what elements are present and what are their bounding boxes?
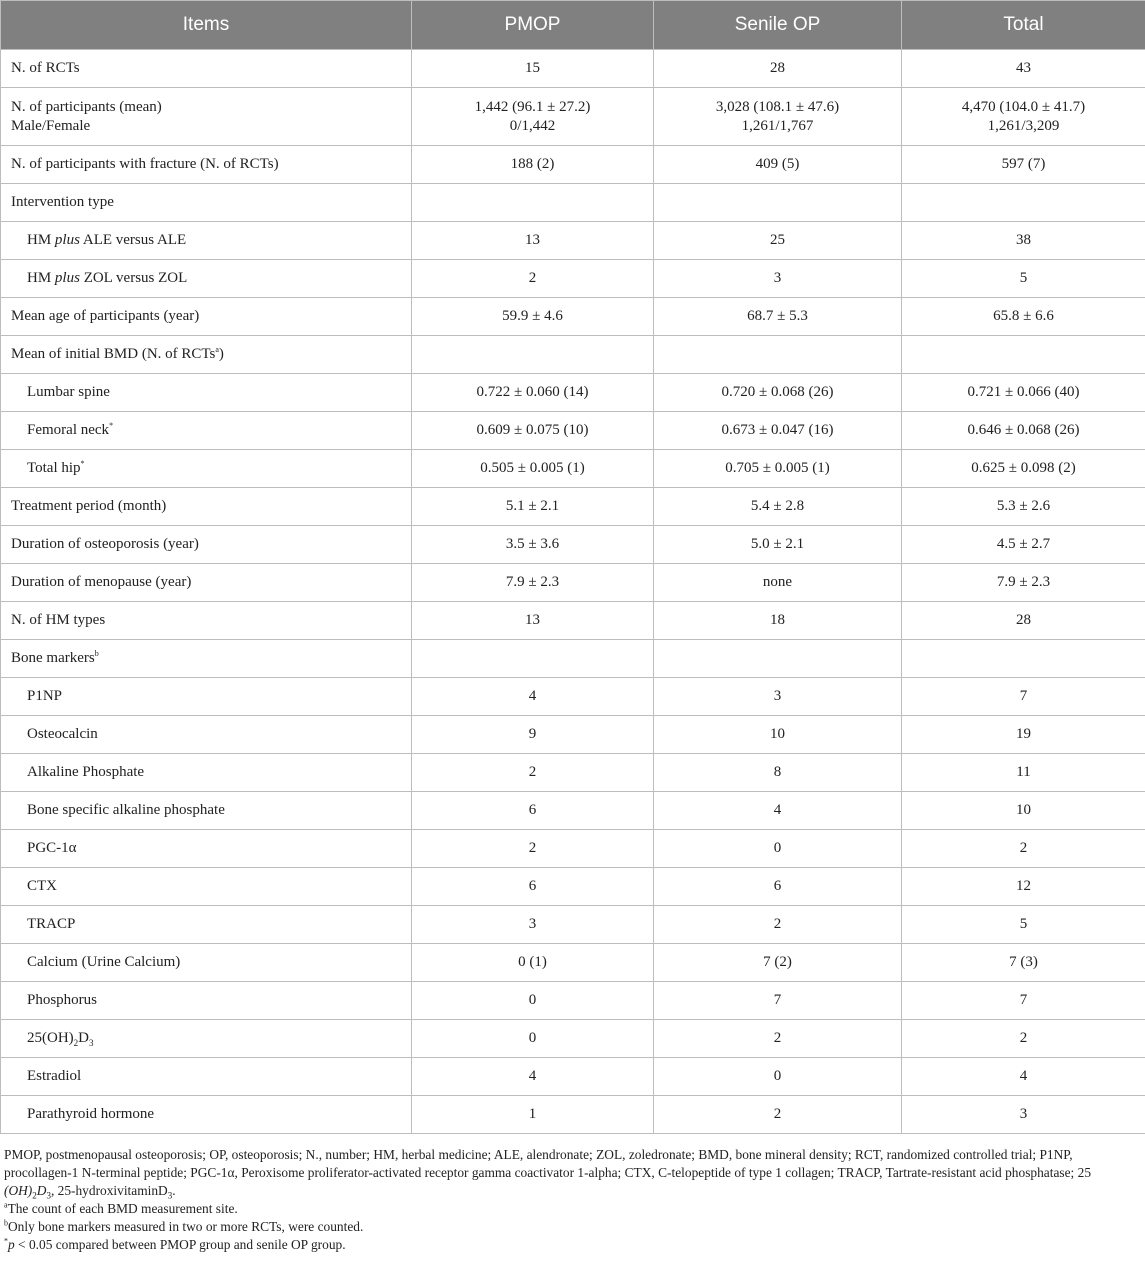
cell-senile: 10 xyxy=(654,716,902,754)
header-total: Total xyxy=(902,1,1145,50)
table-row xyxy=(1,184,1145,222)
table-row xyxy=(1,50,1145,88)
row-label: Estradiol xyxy=(1,1058,412,1096)
table-row xyxy=(1,412,1145,450)
cell-pmop: 7.9 ± 2.3 xyxy=(412,564,654,602)
table-row xyxy=(1,564,1145,602)
table-row xyxy=(1,298,1145,336)
label-line2: Male/Female xyxy=(11,117,91,134)
label-part: 25(OH) xyxy=(27,1030,74,1046)
cell-senile: 0.673 ± 0.047 (16) xyxy=(654,412,902,450)
cell-senile: 3 xyxy=(654,678,902,716)
row-label xyxy=(1,1020,412,1058)
cell-pmop xyxy=(412,640,654,678)
cell-total: 5 xyxy=(902,260,1145,298)
cell-senile: 5.0 ± 2.1 xyxy=(654,526,902,564)
cell-pmop: 3 xyxy=(412,906,654,944)
label-italic: plus xyxy=(54,232,80,248)
cell-pmop: 9 xyxy=(412,716,654,754)
label-part: ALE versus ALE xyxy=(79,232,187,248)
cell-total: 38 xyxy=(902,222,1145,260)
row-label: Duration of menopause (year) xyxy=(1,564,412,602)
cell-total xyxy=(902,640,1145,678)
cell-total: 5 xyxy=(902,906,1145,944)
cell-total: 19 xyxy=(902,716,1145,754)
cell-pmop xyxy=(412,88,654,146)
cell-pmop: 0 xyxy=(412,982,654,1020)
table-row xyxy=(1,1058,1145,1096)
row-label: Phosphorus xyxy=(1,982,412,1020)
label-part: ZOL versus ZOL xyxy=(79,270,188,286)
cell-total xyxy=(902,184,1145,222)
label-part: Bone markers xyxy=(11,650,95,666)
cell-senile: 7 (2) xyxy=(654,944,902,982)
cell-total: 12 xyxy=(902,868,1145,906)
cell-total: 4.5 ± 2.7 xyxy=(902,526,1145,564)
cell-pmop: 13 xyxy=(412,602,654,640)
cell-pmop: 0.609 ± 0.075 (10) xyxy=(412,412,654,450)
row-label: Parathyroid hormone xyxy=(1,1096,412,1134)
value-line1: 3,028 (108.1 ± 47.6) xyxy=(715,98,840,115)
cell-pmop: 2 xyxy=(412,260,654,298)
cell-total: 65.8 ± 6.6 xyxy=(902,298,1145,336)
table-row xyxy=(1,88,1145,146)
cell-total: 4 xyxy=(902,1058,1145,1096)
table-row xyxy=(1,944,1145,982)
header-items: Items xyxy=(1,1,412,50)
cell-senile: 0 xyxy=(654,830,902,868)
cell-pmop: 15 xyxy=(412,50,654,88)
cell-total: 11 xyxy=(902,754,1145,792)
cell-total: 0.646 ± 0.068 (26) xyxy=(902,412,1145,450)
cell-pmop xyxy=(412,184,654,222)
label-part: Total hip xyxy=(27,460,81,476)
cell-senile: 6 xyxy=(654,868,902,906)
cell-senile xyxy=(654,88,902,146)
cell-senile: 18 xyxy=(654,602,902,640)
table-row xyxy=(1,678,1145,716)
footnote-a: $^a$The count of each BMD measurement site. xyxy=(4,1200,238,1216)
value-line2: 0/1,442 xyxy=(509,117,556,134)
cell-senile: 0.705 ± 0.005 (1) xyxy=(654,450,902,488)
table-row xyxy=(1,488,1145,526)
table-header xyxy=(1,1,1145,50)
header-pmop: PMOP xyxy=(412,1,654,50)
cell-senile xyxy=(654,184,902,222)
cell-pmop: 59.9 ± 4.6 xyxy=(412,298,654,336)
cell-total: 10 xyxy=(902,792,1145,830)
header-senile-op: Senile OP xyxy=(654,1,902,50)
table-row xyxy=(1,868,1145,906)
cell-senile xyxy=(654,336,902,374)
cell-pmop: 4 xyxy=(412,678,654,716)
cell-pmop: 0 xyxy=(412,1020,654,1058)
cell-senile: 409 (5) xyxy=(654,146,902,184)
cell-senile: 2 xyxy=(654,1096,902,1134)
row-label xyxy=(1,336,412,374)
header-row xyxy=(1,1,1145,50)
cell-senile: 0 xyxy=(654,1058,902,1096)
table-row xyxy=(1,526,1145,564)
row-label xyxy=(1,260,412,298)
footnote-star: *p < 0.05 compared between PMOP group and senile OP group. xyxy=(4,1236,346,1252)
row-label: TRACP xyxy=(1,906,412,944)
cell-total: 7 xyxy=(902,678,1145,716)
label-line1: N. of participants (mean) xyxy=(11,98,162,115)
label-part: Mean of initial BMD (N. of RCTs xyxy=(11,346,216,362)
cell-senile: 25 xyxy=(654,222,902,260)
row-label: Bone specific alkaline phosphate xyxy=(1,792,412,830)
table-row xyxy=(1,374,1145,412)
row-label: N. of HM types xyxy=(1,602,412,640)
row-label: N. of participants with fracture (N. of RCTs) xyxy=(1,146,412,184)
table-row xyxy=(1,830,1145,868)
table-row xyxy=(1,602,1145,640)
cell-total xyxy=(902,336,1145,374)
cell-pmop: 1 xyxy=(412,1096,654,1134)
cell-total: 3 xyxy=(902,1096,1145,1134)
table-row xyxy=(1,716,1145,754)
cell-pmop: 3.5 ± 3.6 xyxy=(412,526,654,564)
label-part: ) xyxy=(218,346,224,362)
footnote-mark: * xyxy=(109,421,114,430)
footnote-mark: a xyxy=(215,345,219,354)
label-part: HM xyxy=(27,270,55,286)
row-label: N. of RCTs xyxy=(1,50,412,88)
row-label xyxy=(1,88,412,146)
label-italic: plus xyxy=(54,270,80,286)
table-body xyxy=(1,50,1145,1134)
cell-senile: 0.720 ± 0.068 (26) xyxy=(654,374,902,412)
label-part: HM xyxy=(27,232,55,248)
cell-pmop: 2 xyxy=(412,754,654,792)
table-row xyxy=(1,260,1145,298)
row-label xyxy=(1,222,412,260)
row-label: Intervention type xyxy=(1,184,412,222)
table-row xyxy=(1,1020,1145,1058)
table-row xyxy=(1,906,1145,944)
cell-total: 0.721 ± 0.066 (40) xyxy=(902,374,1145,412)
label-part: Femoral neck xyxy=(27,422,110,438)
row-label: Treatment period (month) xyxy=(1,488,412,526)
cell-total: 28 xyxy=(902,602,1145,640)
label-part: D xyxy=(78,1030,89,1046)
cell-pmop: 6 xyxy=(412,792,654,830)
cell-pmop: 13 xyxy=(412,222,654,260)
cell-pmop: 5.1 ± 2.1 xyxy=(412,488,654,526)
row-label: Alkaline Phosphate xyxy=(1,754,412,792)
cell-pmop: 0.722 ± 0.060 (14) xyxy=(412,374,654,412)
table-footnotes xyxy=(0,1134,1145,1254)
cell-senile: 2 xyxy=(654,1020,902,1058)
cell-total: 43 xyxy=(902,50,1145,88)
cell-total: 0.625 ± 0.098 (2) xyxy=(902,450,1145,488)
value-line2: 1,261/3,209 xyxy=(987,117,1060,134)
cell-senile: 28 xyxy=(654,50,902,88)
row-label: PGC-1α xyxy=(1,830,412,868)
table-row xyxy=(1,1096,1145,1134)
table-row xyxy=(1,754,1145,792)
cell-pmop: 188 (2) xyxy=(412,146,654,184)
abbreviations-note: PMOP, postmenopausal osteoporosis; OP, osteoporosis; N., number; HM, herbal medicine; ALE, alendronate; ZOL, zoledronate; BMD, bone mineral density; RCT, randomized controlled trial; P1NP, procollagen-1 N-terminal peptide; PGC-1α, Peroxisome proliferator-activated receptor gamma coactivator 1-alpha; CTX, C-telopeptide of type 1 collagen; TRACP, Tartrate-resistant acid phosphatase; 25 $(OH)_2D_3$, 25-hydroxivitaminD$_3$. xyxy=(4,1147,1092,1201)
table-row xyxy=(1,982,1145,1020)
table-row xyxy=(1,640,1145,678)
table-row xyxy=(1,336,1145,374)
cell-pmop: 4 xyxy=(412,1058,654,1096)
cell-total: 7 xyxy=(902,982,1145,1020)
value-line1: 1,442 (96.1 ± 27.2) xyxy=(474,98,591,115)
cell-senile: 68.7 ± 5.3 xyxy=(654,298,902,336)
footnote-mark: * xyxy=(80,459,85,468)
cell-senile xyxy=(654,640,902,678)
cell-senile: 3 xyxy=(654,260,902,298)
subscript: 2 xyxy=(73,1038,79,1048)
footnote-b: $^b$Only bone markers measured in two or more RCTs, were counted. xyxy=(4,1218,364,1234)
cell-total: 2 xyxy=(902,830,1145,868)
cell-senile: 7 xyxy=(654,982,902,1020)
row-label: Lumbar spine xyxy=(1,374,412,412)
cell-senile: none xyxy=(654,564,902,602)
row-label xyxy=(1,640,412,678)
cell-total: 2 xyxy=(902,1020,1145,1058)
row-label xyxy=(1,412,412,450)
table-row xyxy=(1,222,1145,260)
subscript: 3 xyxy=(89,1038,94,1048)
table-row xyxy=(1,450,1145,488)
row-label: P1NP xyxy=(1,678,412,716)
cell-total: 597 (7) xyxy=(902,146,1145,184)
cell-senile: 2 xyxy=(654,906,902,944)
row-label: CTX xyxy=(1,868,412,906)
table-row xyxy=(1,146,1145,184)
row-label: Osteocalcin xyxy=(1,716,412,754)
cell-total: 7 (3) xyxy=(902,944,1145,982)
cell-senile: 8 xyxy=(654,754,902,792)
value-line1: 4,470 (104.0 ± 41.7) xyxy=(961,98,1086,115)
cell-pmop xyxy=(412,336,654,374)
cell-pmop: 6 xyxy=(412,868,654,906)
row-label: Calcium (Urine Calcium) xyxy=(1,944,412,982)
row-label: Mean age of participants (year) xyxy=(1,298,412,336)
row-label xyxy=(1,450,412,488)
cell-pmop: 2 xyxy=(412,830,654,868)
value-line2: 1,261/1,767 xyxy=(741,117,814,134)
table-row xyxy=(1,792,1145,830)
footnote-mark: b xyxy=(94,649,99,658)
row-label: Duration of osteoporosis (year) xyxy=(1,526,412,564)
cell-total: 7.9 ± 2.3 xyxy=(902,564,1145,602)
cell-senile: 4 xyxy=(654,792,902,830)
cell-total xyxy=(902,88,1145,146)
cell-pmop: 0.505 ± 0.005 (1) xyxy=(412,450,654,488)
cell-senile: 5.4 ± 2.8 xyxy=(654,488,902,526)
cell-pmop: 0 (1) xyxy=(412,944,654,982)
cell-total: 5.3 ± 2.6 xyxy=(902,488,1145,526)
